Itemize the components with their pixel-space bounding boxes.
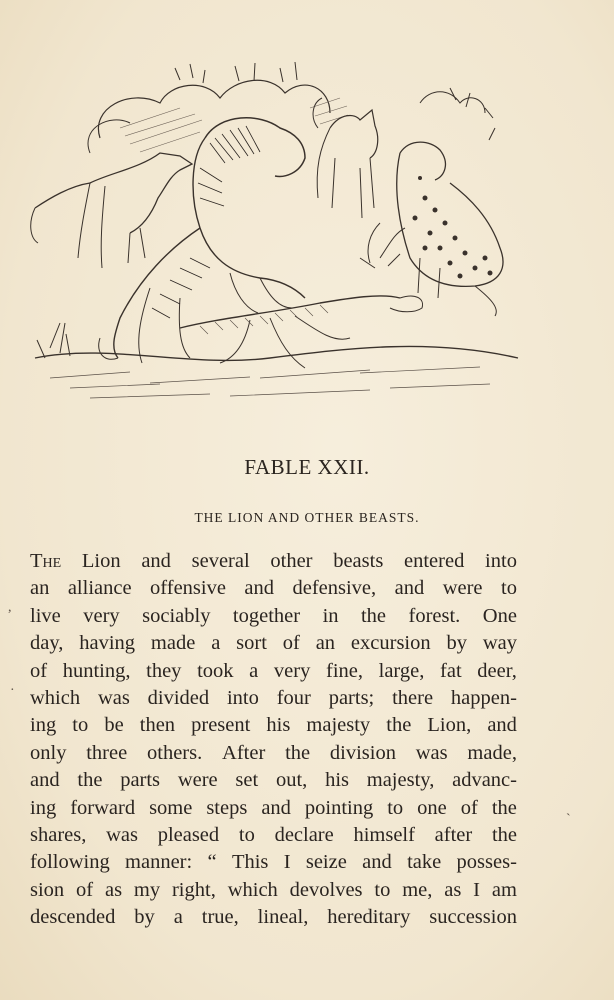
word: the	[491, 796, 517, 819]
word: and	[244, 577, 275, 600]
fable-subtitle: THE LION AND OTHER BEASTS.	[194, 510, 420, 525]
word: live	[30, 604, 61, 627]
word: the	[491, 823, 517, 846]
word: entered	[404, 550, 465, 572]
text-line	[30, 685, 517, 712]
word: majesty	[306, 714, 371, 737]
word: only	[30, 741, 67, 764]
word: out,	[275, 769, 308, 792]
word: an	[315, 632, 336, 655]
word: the	[386, 714, 412, 737]
word: am	[491, 878, 517, 901]
word: be	[104, 714, 124, 737]
word: of	[460, 796, 478, 819]
word: advanc-	[452, 769, 517, 792]
word: and	[261, 796, 291, 819]
word: was	[415, 741, 448, 764]
word: large,	[378, 659, 425, 682]
text-line	[30, 904, 517, 931]
word: right,	[171, 878, 216, 901]
word: there	[392, 686, 434, 709]
word: set	[235, 769, 259, 792]
word: took	[197, 659, 234, 682]
word: other	[270, 550, 313, 572]
word: sion	[30, 878, 65, 901]
word: to	[374, 878, 391, 901]
word: by	[134, 906, 155, 929]
word: parts	[120, 769, 161, 792]
margin-mark: `	[566, 812, 571, 827]
word: offensive	[150, 577, 226, 600]
word: made,	[467, 741, 517, 764]
word: into	[226, 686, 259, 709]
word: the	[285, 741, 311, 764]
word: of	[282, 632, 300, 655]
word: together	[232, 604, 301, 627]
margin-mark: ,	[8, 600, 12, 615]
word: sociably	[142, 604, 211, 627]
word: in	[322, 604, 339, 627]
text-line	[30, 822, 517, 849]
word: After	[222, 741, 266, 764]
word: This	[231, 851, 269, 874]
word: to	[387, 796, 404, 819]
word: “	[207, 851, 217, 874]
fable-body	[30, 548, 517, 931]
word: to	[238, 823, 255, 846]
word: some	[149, 796, 193, 819]
word: me,	[402, 878, 433, 901]
word: posses-	[456, 851, 517, 874]
fable-title: FABLE XXII.	[244, 455, 370, 479]
word: lineal,	[257, 906, 309, 929]
word: an	[30, 577, 50, 600]
word: were	[442, 577, 483, 600]
word: fine,	[326, 659, 363, 682]
word: of	[76, 878, 94, 901]
word: divided	[147, 686, 210, 709]
word: pointing	[304, 796, 374, 819]
word: his	[266, 714, 291, 737]
word: happen-	[450, 686, 517, 709]
word: were	[177, 769, 218, 792]
text-line	[30, 575, 517, 602]
word: very	[273, 659, 311, 682]
text-line	[30, 740, 517, 767]
word: was	[106, 823, 138, 846]
word: true,	[201, 906, 239, 929]
word: ing	[30, 796, 57, 819]
word: and	[487, 714, 517, 737]
word: following	[30, 851, 110, 874]
word: by	[446, 632, 467, 655]
word: pleased	[157, 823, 220, 846]
word: and	[394, 577, 425, 600]
word: very	[83, 604, 120, 627]
text-line	[30, 849, 517, 876]
text-line	[30, 795, 517, 822]
word: several	[191, 550, 250, 572]
word: One	[482, 604, 517, 627]
text-line	[30, 603, 517, 630]
word: sort	[236, 632, 267, 655]
word: manner:	[125, 851, 193, 874]
text-line	[30, 767, 517, 794]
word: beasts	[333, 550, 384, 572]
word: parts;	[328, 686, 375, 709]
word: as	[444, 878, 462, 901]
text-line	[30, 658, 517, 685]
word: excursion	[350, 632, 431, 655]
word: which	[30, 686, 81, 709]
text-line	[30, 712, 517, 739]
word: a	[173, 906, 183, 929]
word: hunting,	[62, 659, 131, 682]
word: a	[211, 632, 221, 655]
word: ing	[30, 714, 57, 737]
word: four	[276, 686, 311, 709]
word: fat	[440, 659, 462, 682]
word: division	[329, 741, 396, 764]
word: into	[485, 550, 517, 572]
word: and	[362, 851, 392, 874]
word: hereditary	[327, 906, 411, 929]
word: defensive,	[292, 577, 377, 600]
word: to	[501, 577, 517, 600]
word: the	[360, 604, 387, 627]
word: three	[86, 741, 128, 764]
word: my	[133, 878, 161, 901]
margin-mark: ·	[10, 683, 15, 698]
word: deer,	[477, 659, 517, 682]
word: was	[97, 686, 130, 709]
word: made	[150, 632, 196, 655]
word: forest.	[408, 604, 461, 627]
word: alliance	[67, 577, 132, 600]
word: and	[141, 550, 171, 572]
word: a	[249, 659, 259, 682]
first-word: The	[30, 550, 62, 572]
word: his	[325, 769, 349, 792]
word: declare	[274, 823, 334, 846]
word: after	[434, 823, 473, 846]
word: succession	[429, 906, 517, 929]
word: then	[139, 714, 176, 737]
word: which	[227, 878, 278, 901]
word: take	[407, 851, 442, 874]
word: shares,	[30, 823, 87, 846]
word: I	[473, 878, 480, 901]
word: steps	[206, 796, 248, 819]
text-line	[30, 548, 517, 575]
word: Lion,	[427, 714, 472, 737]
word: the	[77, 769, 103, 792]
word: Lion	[81, 550, 121, 572]
word: having	[79, 632, 136, 655]
word: they	[146, 659, 182, 682]
word: others.	[147, 741, 203, 764]
word: present	[191, 714, 251, 737]
word: I	[283, 851, 291, 874]
word: himself	[353, 823, 415, 846]
lion-and-beasts-engraving	[30, 58, 522, 410]
word: as	[104, 878, 123, 901]
word: forward	[70, 796, 136, 819]
word: day,	[30, 632, 64, 655]
word: way	[482, 632, 517, 655]
text-line	[30, 877, 517, 904]
word: to	[72, 714, 89, 737]
word: and	[30, 769, 60, 792]
word: majesty,	[366, 769, 435, 792]
word: devolves	[289, 878, 363, 901]
word: seize	[305, 851, 347, 874]
word: descended	[30, 906, 116, 929]
text-line	[30, 630, 517, 657]
word: one	[417, 796, 447, 819]
word: of	[30, 659, 48, 682]
